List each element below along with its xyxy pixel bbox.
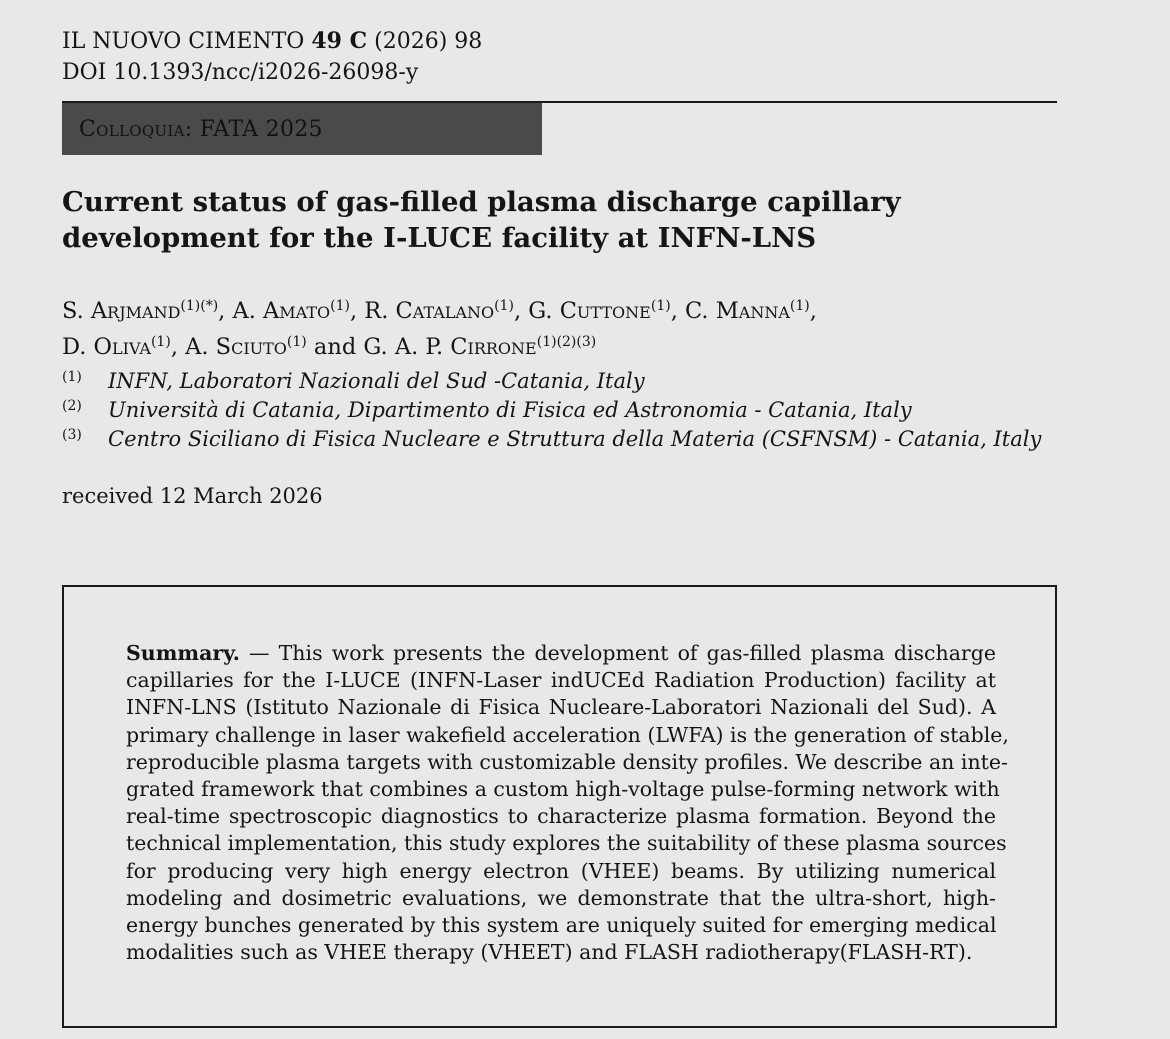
summary-line: for producing very high energy electron (VHEE) beams. By utilizing numerical (126, 858, 996, 883)
journal-name: IL NUOVO CIMENTO (62, 29, 305, 54)
section-label: Colloquia: (79, 116, 193, 142)
summary-line: Summary. — This work presents the development of gas-filled plasma discharge (126, 641, 996, 665)
doi: DOI 10.1393/ncc/i2026-26098-y (62, 60, 419, 85)
affiliation-1: $^{(1)}$ INFN, Laboratori Nazionali del Sud -Catania, Italy (62, 369, 645, 393)
author-name: Catalano (395, 298, 495, 324)
summary-line: energy bunches generated by this system are uniquely suited for emerging medical (126, 913, 997, 938)
summary-label: Summary. (126, 641, 240, 665)
author-list (62, 291, 1072, 363)
section-band (62, 103, 542, 155)
author-name: Manna (715, 298, 790, 324)
summary-text (126, 640, 1009, 966)
author-name: Amato (263, 298, 331, 324)
affiliation-3: $^{(3)}$ Centro Siciliano di Fisica Nucleare e Struttura della Materia (CSFNSM) - Catania, Italy (62, 427, 1042, 451)
summary-line: primary challenge in laser wakefield acceleration (LWFA) is the generation of stable, (126, 722, 1009, 747)
paper-title (62, 184, 1062, 256)
author-row-2: D. Oliva$^{(1)}$, A. Sciuto$^{(1)}$ and G. A. P. Cirrone$^{(1)(2)(3)}$ (62, 334, 597, 360)
journal-year-pages: (2026) 98 (374, 29, 483, 54)
author-row-1: S. Arjmand$^{(1)(*)}$, A. Amato$^{(1)}$, R. Catalano$^{(1)}$, G. Cuttone$^{(1)}$, C. Manna$^{(1)}$, (62, 298, 817, 324)
author-name: Sciuto (215, 334, 287, 360)
title-line-2: development for the I-LUCE facility at INFN-LNS (62, 222, 817, 254)
summary-line: reproducible plasma targets with customizable density profiles. We describe an inte- (126, 749, 1008, 774)
summary-line: modalities such as VHEE therapy (VHEET) and FLASH radiotherapy(FLASH-RT). (126, 940, 973, 965)
title-line-1: Current status of gas-filled plasma discharge capillary (62, 186, 901, 218)
author-name: Cuttone (559, 298, 651, 324)
summary-line: modeling and dosimetric evaluations, we demonstrate that the ultra-short, high- (126, 885, 996, 910)
author-name: Cirrone (450, 334, 537, 360)
journal-volume: 49 C (311, 28, 368, 54)
summary-box (62, 585, 1057, 1028)
section-event: FATA 2025 (199, 116, 323, 142)
received-date: received 12 March 2026 (62, 484, 323, 508)
affiliation-2: $^{(2)}$ Università di Catania, Dipartimento di Fisica ed Astronomia - Catania, Italy (62, 398, 912, 422)
summary-line: grated framework that combines a custom high-voltage pulse-forming network with (126, 777, 1000, 802)
summary-line: INFN-LNS (Istituto Nazionale di Fisica Nucleare-Laboratori Nazionali del Sud). A (126, 695, 996, 720)
summary-line: technical implementation, this study explores the suitability of these plasma sources (126, 831, 1007, 856)
journal-reference (62, 28, 482, 55)
summary-line: real-time spectroscopic diagnostics to characterize plasma formation. Beyond the (126, 804, 996, 829)
author-name: Oliva (93, 334, 151, 360)
summary-line: capillaries for the I-LUCE (INFN-Laser indUCEd Radiation Production) facility at (126, 668, 996, 693)
author-name: Arjmand (90, 298, 181, 324)
